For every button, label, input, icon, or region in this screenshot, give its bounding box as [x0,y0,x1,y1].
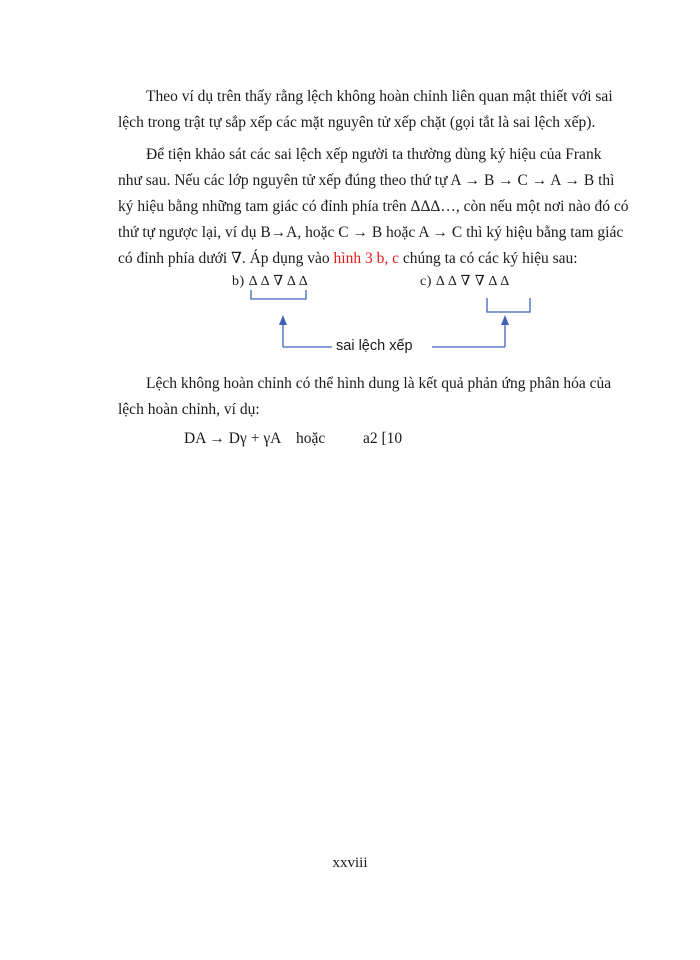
paragraph-1-line-2: lệch trong trật tự sắp xếp các mặt nguyên tử xếp chặt (gọi tắt là sai lệch xếp). [118,114,596,131]
paragraph-2-line-3: ký hiệu bằng những tam giác có đỉnh phía trên ΔΔΔ…, còn nếu một nơi nào đó có [118,198,629,215]
paragraph-3 [118,371,612,423]
paragraph-2-line-1: Để tiện khảo sát các sai lệch xếp người ta thường dùng ký hiệu của Frank [146,146,602,163]
paragraph-1-line-1: Theo ví dụ trên thấy rằng lệch không hoàn chỉnh liên quan mật thiết với sai [146,88,613,105]
paragraph-3-line-1: Lệch không hoàn chỉnh có thể hình dung là kết quả phản ứng phân hóa của [146,375,612,392]
page-number: xxviii [332,855,368,871]
equation-right: a2 [10 [363,430,403,447]
paragraph-2-line-4: thứ tự ngược lại, ví dụ B→A, hoặc C → B hoặc A → C thì ký hiệu bằng tam giác [118,224,624,241]
equation-left: DA → Dγ + γA [184,430,282,447]
arrow-left-head [279,315,287,325]
figure-reference-link[interactable]: hình 3 b, c [333,250,399,267]
stacking-fault-caption: sai lệch xếp [336,338,413,354]
bracket-c [487,298,530,312]
paragraph-2-line-5-suffix: chúng ta có các ký hiệu sau: [398,250,578,267]
diagram-label-c: c) Δ Δ ∇ ∇ Δ Δ [420,274,510,289]
bracket-b [251,290,306,299]
paragraph-2-line-5-prefix: có đỉnh phía dưới ∇. Áp dụng vào [118,250,334,267]
arrow-right-head [501,315,509,325]
equation-connector: hoặc [296,430,326,447]
diagram-label-b: b) Δ Δ ∇ Δ Δ [232,274,309,289]
paragraph-3-line-2: lệch hoàn chỉnh, ví dụ: [118,401,260,418]
paragraph-2-line-2: như sau. Nếu các lớp nguyên tử xếp đúng theo thứ tự A → B → C → A → B thì [118,172,615,189]
